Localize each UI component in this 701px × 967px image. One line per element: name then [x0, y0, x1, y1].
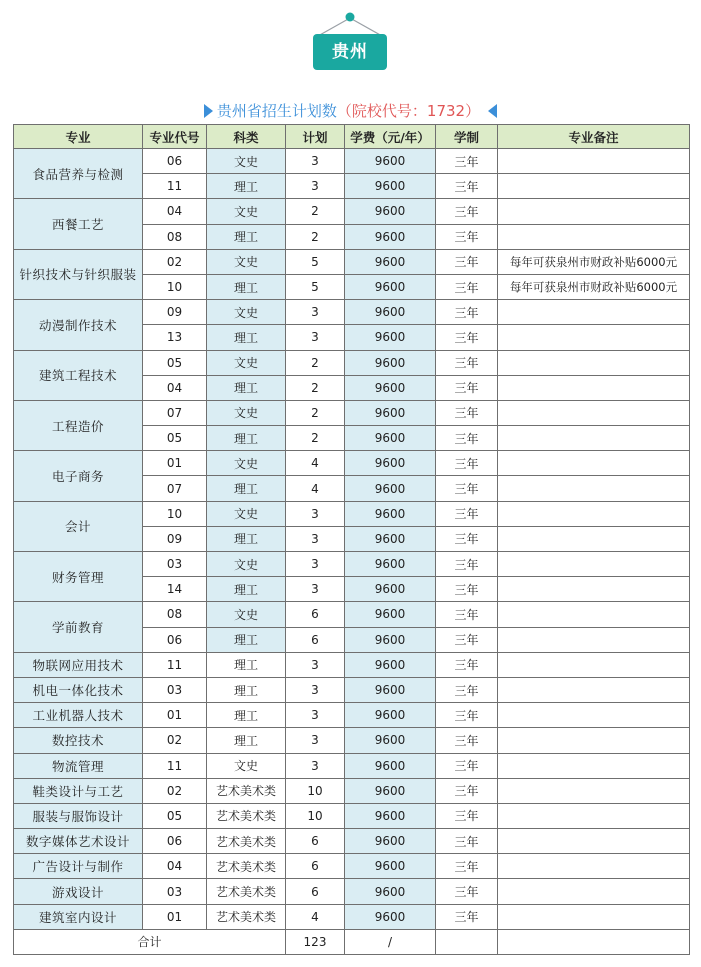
duration: 三年 [436, 552, 498, 577]
plan-count: 3 [286, 753, 345, 778]
major-note [498, 703, 690, 728]
plan-count: 5 [286, 274, 345, 299]
plan-count: 3 [286, 577, 345, 602]
tuition-fee: 9600 [345, 400, 436, 425]
plan-count: 3 [286, 325, 345, 350]
table-row [14, 677, 690, 702]
tuition-fee: 9600 [345, 778, 436, 803]
plan-count: 4 [286, 904, 345, 929]
major-note [498, 577, 690, 602]
table-row [14, 778, 690, 803]
duration: 三年 [436, 526, 498, 551]
duration: 三年 [436, 476, 498, 501]
tuition-fee: 9600 [345, 728, 436, 753]
plan-count: 6 [286, 602, 345, 627]
major-code: 11 [143, 753, 207, 778]
table-row [14, 703, 690, 728]
category: 理工 [207, 375, 286, 400]
major-code: 07 [143, 400, 207, 425]
duration: 三年 [436, 728, 498, 753]
tuition-fee: 9600 [345, 350, 436, 375]
duration: 三年 [436, 149, 498, 174]
duration: 三年 [436, 677, 498, 702]
major-note [498, 174, 690, 199]
enrollment-plan-table [13, 124, 690, 955]
category: 理工 [207, 426, 286, 451]
duration: 三年 [436, 627, 498, 652]
major-note [498, 879, 690, 904]
table-row [14, 552, 690, 577]
major-name: 鞋类设计与工艺 [14, 778, 143, 803]
major-code: 02 [143, 728, 207, 753]
plan-count: 4 [286, 476, 345, 501]
major-note [498, 501, 690, 526]
major-name: 工程造价 [14, 400, 143, 450]
plan-count: 4 [286, 451, 345, 476]
table-row [14, 300, 690, 325]
major-name: 财务管理 [14, 552, 143, 602]
tuition-fee: 9600 [345, 199, 436, 224]
header-fee: 学费（元/年） [345, 125, 436, 149]
tuition-fee: 9600 [345, 703, 436, 728]
tuition-fee: 9600 [345, 854, 436, 879]
subtitle-main: 贵州省招生计划数 [216, 102, 337, 120]
triangle-right-icon [204, 104, 213, 118]
tuition-fee: 9600 [345, 476, 436, 501]
duration: 三年 [436, 904, 498, 929]
major-code: 10 [143, 274, 207, 299]
major-name: 服装与服饰设计 [14, 803, 143, 828]
category: 理工 [207, 627, 286, 652]
duration: 三年 [436, 879, 498, 904]
major-code: 05 [143, 350, 207, 375]
category: 文史 [207, 451, 286, 476]
tuition-fee: 9600 [345, 577, 436, 602]
duration: 三年 [436, 174, 498, 199]
duration: 三年 [436, 854, 498, 879]
duration: 三年 [436, 753, 498, 778]
duration: 三年 [436, 274, 498, 299]
major-code: 06 [143, 627, 207, 652]
plan-count: 2 [286, 426, 345, 451]
major-note: 每年可获泉州市财政补贴6000元 [498, 274, 690, 299]
category: 文史 [207, 199, 286, 224]
total-label: 合计 [14, 929, 286, 954]
category: 理工 [207, 577, 286, 602]
major-note [498, 904, 690, 929]
category: 理工 [207, 274, 286, 299]
major-note [498, 753, 690, 778]
plan-count: 3 [286, 728, 345, 753]
table-row [14, 904, 690, 929]
major-code: 02 [143, 249, 207, 274]
plan-count: 3 [286, 149, 345, 174]
duration: 三年 [436, 199, 498, 224]
header-major: 专业 [14, 125, 143, 149]
plan-count: 3 [286, 300, 345, 325]
major-code: 06 [143, 829, 207, 854]
major-name: 广告设计与制作 [14, 854, 143, 879]
plan-count: 6 [286, 829, 345, 854]
table-header-row [14, 125, 690, 149]
major-note [498, 778, 690, 803]
plan-count: 2 [286, 350, 345, 375]
major-code: 11 [143, 174, 207, 199]
major-name: 学前教育 [14, 602, 143, 652]
table-row [14, 400, 690, 425]
plan-count: 10 [286, 778, 345, 803]
tuition-fee: 9600 [345, 325, 436, 350]
duration: 三年 [436, 602, 498, 627]
major-note [498, 854, 690, 879]
total-row [14, 929, 690, 954]
major-note [498, 426, 690, 451]
tuition-fee: 9600 [345, 904, 436, 929]
plan-count: 6 [286, 879, 345, 904]
subtitle-code: （院校代号：1732） [336, 102, 481, 120]
major-code: 10 [143, 501, 207, 526]
tuition-fee: 9600 [345, 879, 436, 904]
tuition-fee: 9600 [345, 274, 436, 299]
table-row [14, 879, 690, 904]
header-duration: 学制 [436, 125, 498, 149]
plan-count: 5 [286, 249, 345, 274]
major-code: 13 [143, 325, 207, 350]
major-code: 03 [143, 552, 207, 577]
table-row [14, 753, 690, 778]
tuition-fee: 9600 [345, 627, 436, 652]
category: 艺术美术类 [207, 854, 286, 879]
major-code: 02 [143, 778, 207, 803]
major-code: 07 [143, 476, 207, 501]
major-name: 针织技术与针织服装 [14, 249, 143, 299]
tuition-fee: 9600 [345, 552, 436, 577]
major-name: 建筑室内设计 [14, 904, 143, 929]
tuition-fee: 9600 [345, 249, 436, 274]
total-plan: 123 [286, 929, 345, 954]
plan-count: 10 [286, 803, 345, 828]
plan-count: 2 [286, 375, 345, 400]
duration: 三年 [436, 300, 498, 325]
table-row [14, 728, 690, 753]
tuition-fee: 9600 [345, 652, 436, 677]
duration: 三年 [436, 451, 498, 476]
tuition-fee: 9600 [345, 149, 436, 174]
major-note [498, 375, 690, 400]
table-row [14, 652, 690, 677]
major-code: 08 [143, 602, 207, 627]
major-note [498, 300, 690, 325]
major-note [498, 451, 690, 476]
tuition-fee: 9600 [345, 300, 436, 325]
major-code: 06 [143, 149, 207, 174]
total-fee: / [345, 929, 436, 954]
major-note [498, 325, 690, 350]
major-code: 05 [143, 426, 207, 451]
major-note [498, 149, 690, 174]
header-plan: 计划 [286, 125, 345, 149]
tuition-fee: 9600 [345, 753, 436, 778]
category: 文史 [207, 400, 286, 425]
duration: 三年 [436, 426, 498, 451]
category: 文史 [207, 552, 286, 577]
table-row [14, 829, 690, 854]
major-note [498, 728, 690, 753]
plan-count: 3 [286, 552, 345, 577]
major-name: 电子商务 [14, 451, 143, 501]
tuition-fee: 9600 [345, 451, 436, 476]
major-note [498, 829, 690, 854]
category: 文史 [207, 300, 286, 325]
table-row [14, 249, 690, 274]
duration: 三年 [436, 829, 498, 854]
total-note [498, 929, 690, 954]
tuition-fee: 9600 [345, 829, 436, 854]
tuition-fee: 9600 [345, 426, 436, 451]
tuition-fee: 9600 [345, 803, 436, 828]
total-duration [436, 929, 498, 954]
duration: 三年 [436, 778, 498, 803]
tuition-fee: 9600 [345, 677, 436, 702]
province-badge: 贵州 [313, 34, 387, 70]
major-name: 动漫制作技术 [14, 300, 143, 350]
major-code: 04 [143, 199, 207, 224]
major-code: 01 [143, 703, 207, 728]
major-code: 01 [143, 904, 207, 929]
table-row [14, 199, 690, 224]
tuition-fee: 9600 [345, 501, 436, 526]
category: 文史 [207, 149, 286, 174]
plan-count: 6 [286, 627, 345, 652]
major-code: 01 [143, 451, 207, 476]
plan-count: 6 [286, 854, 345, 879]
category: 理工 [207, 652, 286, 677]
category: 文史 [207, 753, 286, 778]
category: 艺术美术类 [207, 778, 286, 803]
major-note: 每年可获泉州市财政补贴6000元 [498, 249, 690, 274]
major-code: 03 [143, 677, 207, 702]
major-code: 09 [143, 300, 207, 325]
duration: 三年 [436, 224, 498, 249]
plan-subtitle [0, 100, 701, 122]
duration: 三年 [436, 249, 498, 274]
major-name: 机电一体化技术 [14, 677, 143, 702]
category: 理工 [207, 174, 286, 199]
major-note [498, 552, 690, 577]
category: 艺术美术类 [207, 803, 286, 828]
major-code: 09 [143, 526, 207, 551]
category: 艺术美术类 [207, 879, 286, 904]
category: 理工 [207, 728, 286, 753]
category: 文史 [207, 249, 286, 274]
major-note [498, 803, 690, 828]
category: 文史 [207, 602, 286, 627]
category: 理工 [207, 526, 286, 551]
duration: 三年 [436, 703, 498, 728]
tuition-fee: 9600 [345, 174, 436, 199]
major-name: 游戏设计 [14, 879, 143, 904]
major-note [498, 199, 690, 224]
major-name: 物联网应用技术 [14, 652, 143, 677]
plan-count: 3 [286, 174, 345, 199]
major-name: 建筑工程技术 [14, 350, 143, 400]
category: 理工 [207, 224, 286, 249]
major-note [498, 627, 690, 652]
table-row [14, 602, 690, 627]
duration: 三年 [436, 325, 498, 350]
duration: 三年 [436, 577, 498, 602]
major-code: 05 [143, 803, 207, 828]
duration: 三年 [436, 501, 498, 526]
triangle-left-icon [488, 104, 497, 118]
major-code: 04 [143, 854, 207, 879]
duration: 三年 [436, 652, 498, 677]
major-name: 西餐工艺 [14, 199, 143, 249]
major-note [498, 224, 690, 249]
plan-count: 2 [286, 400, 345, 425]
major-name: 数字媒体艺术设计 [14, 829, 143, 854]
plan-count: 2 [286, 199, 345, 224]
major-code: 11 [143, 652, 207, 677]
plan-count: 2 [286, 224, 345, 249]
major-code: 14 [143, 577, 207, 602]
major-name: 物流管理 [14, 753, 143, 778]
plan-count: 3 [286, 526, 345, 551]
category: 理工 [207, 677, 286, 702]
tuition-fee: 9600 [345, 526, 436, 551]
major-note [498, 350, 690, 375]
plan-count: 3 [286, 703, 345, 728]
plan-count: 3 [286, 677, 345, 702]
hanger-pin-icon [346, 13, 355, 22]
major-name: 数控技术 [14, 728, 143, 753]
tuition-fee: 9600 [345, 224, 436, 249]
major-code: 08 [143, 224, 207, 249]
major-note [498, 602, 690, 627]
major-note [498, 677, 690, 702]
table-row [14, 501, 690, 526]
major-note [498, 476, 690, 501]
major-name: 食品营养与检测 [14, 149, 143, 199]
major-code: 03 [143, 879, 207, 904]
major-note [498, 526, 690, 551]
table-row [14, 149, 690, 174]
category: 文史 [207, 350, 286, 375]
category: 理工 [207, 703, 286, 728]
duration: 三年 [436, 803, 498, 828]
major-code: 04 [143, 375, 207, 400]
major-note [498, 400, 690, 425]
category: 理工 [207, 325, 286, 350]
header-code: 专业代号 [143, 125, 207, 149]
duration: 三年 [436, 350, 498, 375]
table-body [14, 149, 690, 930]
category: 艺术美术类 [207, 829, 286, 854]
header-note: 专业备注 [498, 125, 690, 149]
plan-count: 3 [286, 652, 345, 677]
table-row [14, 803, 690, 828]
table-row [14, 451, 690, 476]
major-name: 工业机器人技术 [14, 703, 143, 728]
header-category: 科类 [207, 125, 286, 149]
duration: 三年 [436, 400, 498, 425]
category: 理工 [207, 476, 286, 501]
major-name: 会计 [14, 501, 143, 551]
duration: 三年 [436, 375, 498, 400]
category: 文史 [207, 501, 286, 526]
table-row [14, 854, 690, 879]
tuition-fee: 9600 [345, 602, 436, 627]
table-row [14, 350, 690, 375]
plan-count: 3 [286, 501, 345, 526]
tuition-fee: 9600 [345, 375, 436, 400]
category: 艺术美术类 [207, 904, 286, 929]
major-note [498, 652, 690, 677]
